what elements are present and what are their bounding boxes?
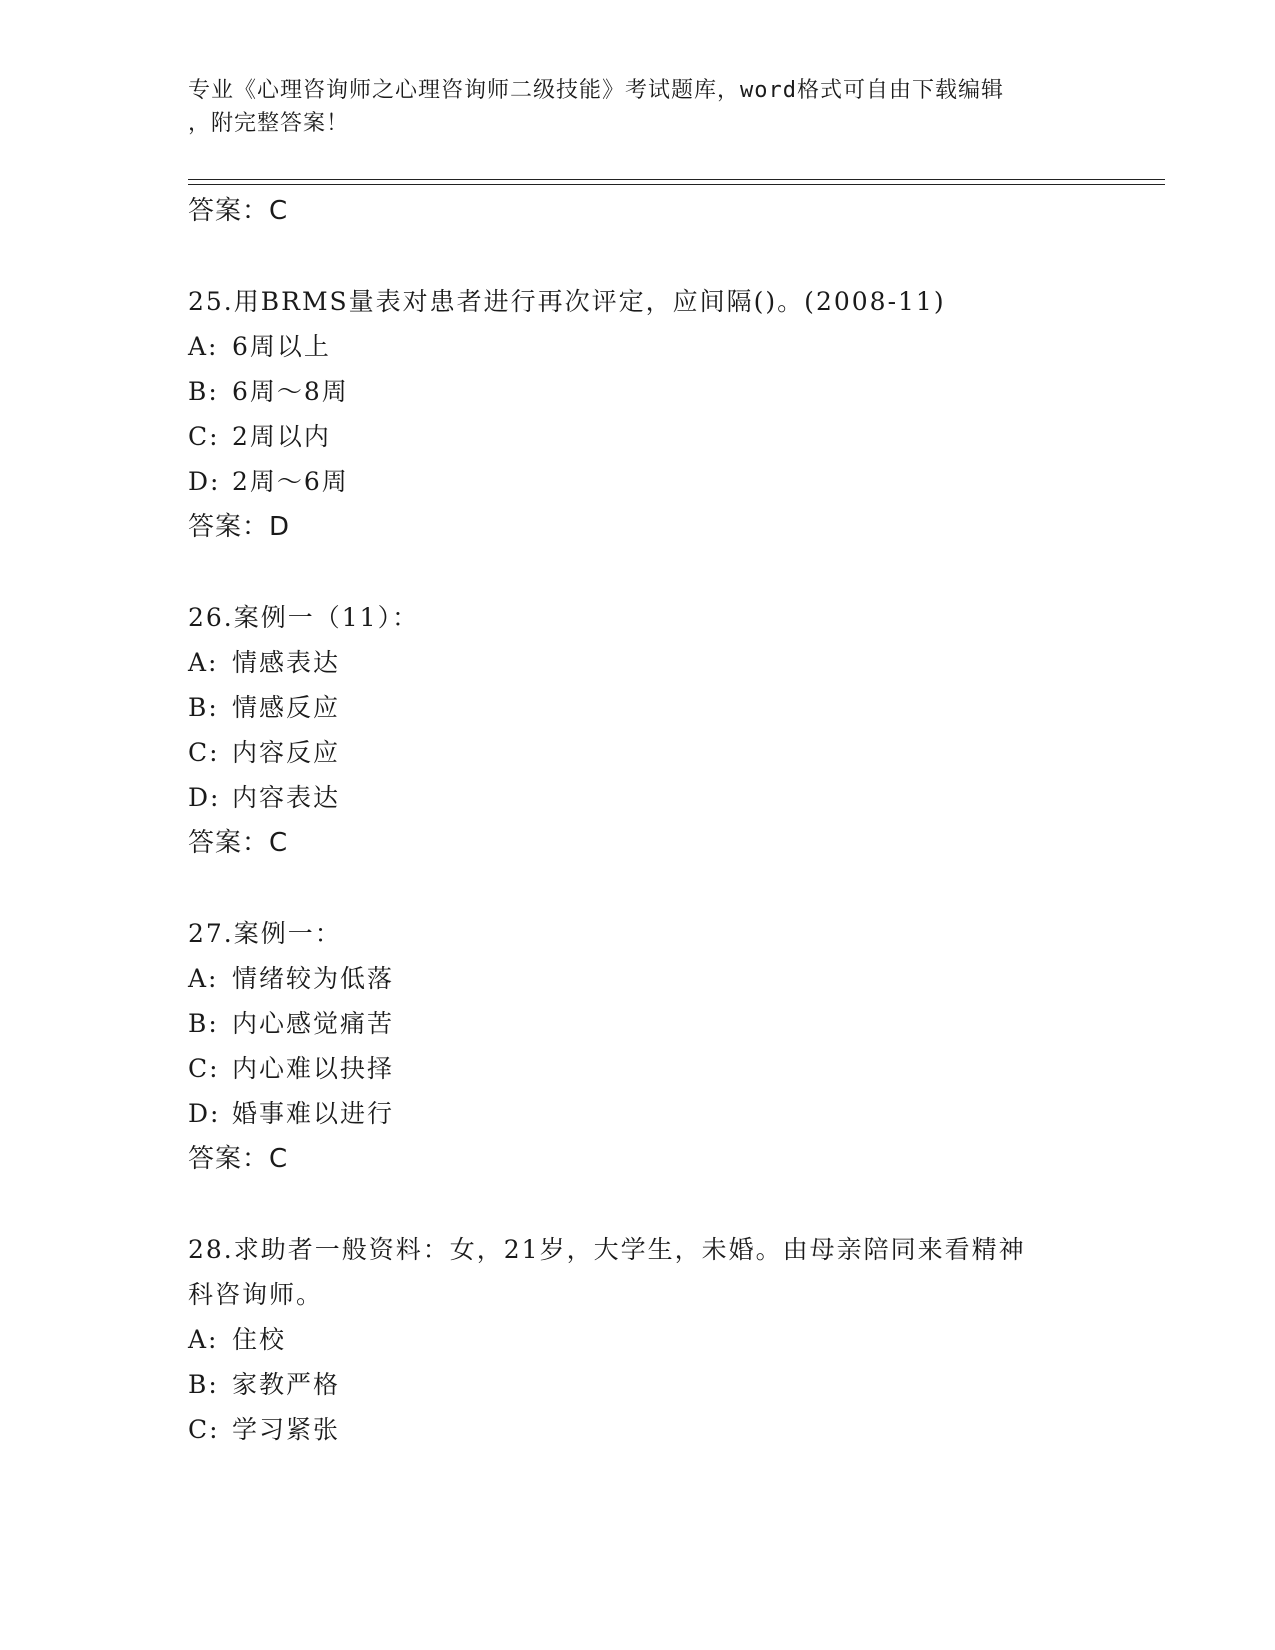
option-letter: A: [188, 1325, 219, 1354]
option-text: 婚事难以进行 [232, 1099, 395, 1128]
option-d [188, 1094, 394, 1130]
option-text: 学习紧张 [232, 1415, 341, 1444]
option-text: 6周～8周 [232, 377, 349, 406]
option-letter: C: [188, 1054, 220, 1083]
document-header [188, 74, 1088, 140]
option-letter: B: [188, 1009, 219, 1038]
previous-answer: 答案：C [188, 196, 289, 226]
option-text: 6周以上 [232, 332, 331, 361]
option-letter: B: [188, 693, 219, 722]
question-stem: 28.求助者一般资料：女，21岁，大学生，未婚。由母亲陪同来看精神 [188, 1235, 1026, 1264]
option-text: 内容反应 [232, 738, 341, 767]
option-letter: B: [188, 1370, 219, 1399]
option-letter: A: [188, 648, 219, 677]
option-letter: C: [188, 738, 220, 767]
option-letter: A: [188, 332, 219, 361]
question-stem-continued: 科咨询师。 [188, 1280, 324, 1309]
option-d [188, 778, 340, 814]
option-letter: C: [188, 422, 220, 451]
header-line-1: 专业《心理咨询师之心理咨询师二级技能》考试题库，word格式可自由下载编辑 [188, 78, 1004, 103]
option-letter: B: [188, 377, 219, 406]
header-divider-bottom [188, 184, 1165, 185]
option-text: 内心感觉痛苦 [232, 1009, 395, 1038]
option-c [188, 417, 331, 453]
question-stem: 25.用BRMS量表对患者进行再次评定，应间隔()。(2008-11) [188, 287, 946, 316]
question-stem: 27.案例一： [188, 919, 342, 948]
header-line-2: ，附完整答案！ [188, 111, 350, 136]
option-c [188, 1410, 340, 1446]
option-text: 内容表达 [232, 783, 341, 812]
question-answer: 答案：C [188, 1144, 289, 1174]
option-text: 家教严格 [232, 1370, 341, 1399]
question-answer: 答案：D [188, 512, 291, 542]
header-divider-top [188, 179, 1165, 180]
option-letter: A: [188, 964, 219, 993]
option-a [188, 1320, 286, 1356]
option-c [188, 1049, 394, 1085]
option-a [188, 959, 394, 995]
option-b [188, 372, 349, 408]
option-text: 情感表达 [232, 648, 341, 677]
option-text: 情感反应 [232, 693, 341, 722]
option-letter: D: [188, 783, 221, 812]
option-letter: C: [188, 1415, 220, 1444]
option-c [188, 733, 340, 769]
option-d [188, 462, 349, 498]
option-letter: D: [188, 467, 221, 496]
option-b [188, 688, 340, 724]
option-b [188, 1365, 340, 1401]
option-text: 住校 [232, 1325, 287, 1354]
question-stem: 26.案例一（11）： [188, 603, 420, 632]
option-text: 情绪较为低落 [232, 964, 395, 993]
option-a [188, 643, 340, 679]
option-b [188, 1004, 394, 1040]
option-text: 2周～6周 [232, 467, 349, 496]
question-answer: 答案：C [188, 828, 289, 858]
option-text: 内心难以抉择 [232, 1054, 395, 1083]
option-a [188, 327, 331, 363]
option-letter: D: [188, 1099, 221, 1128]
option-text: 2周以内 [232, 422, 331, 451]
